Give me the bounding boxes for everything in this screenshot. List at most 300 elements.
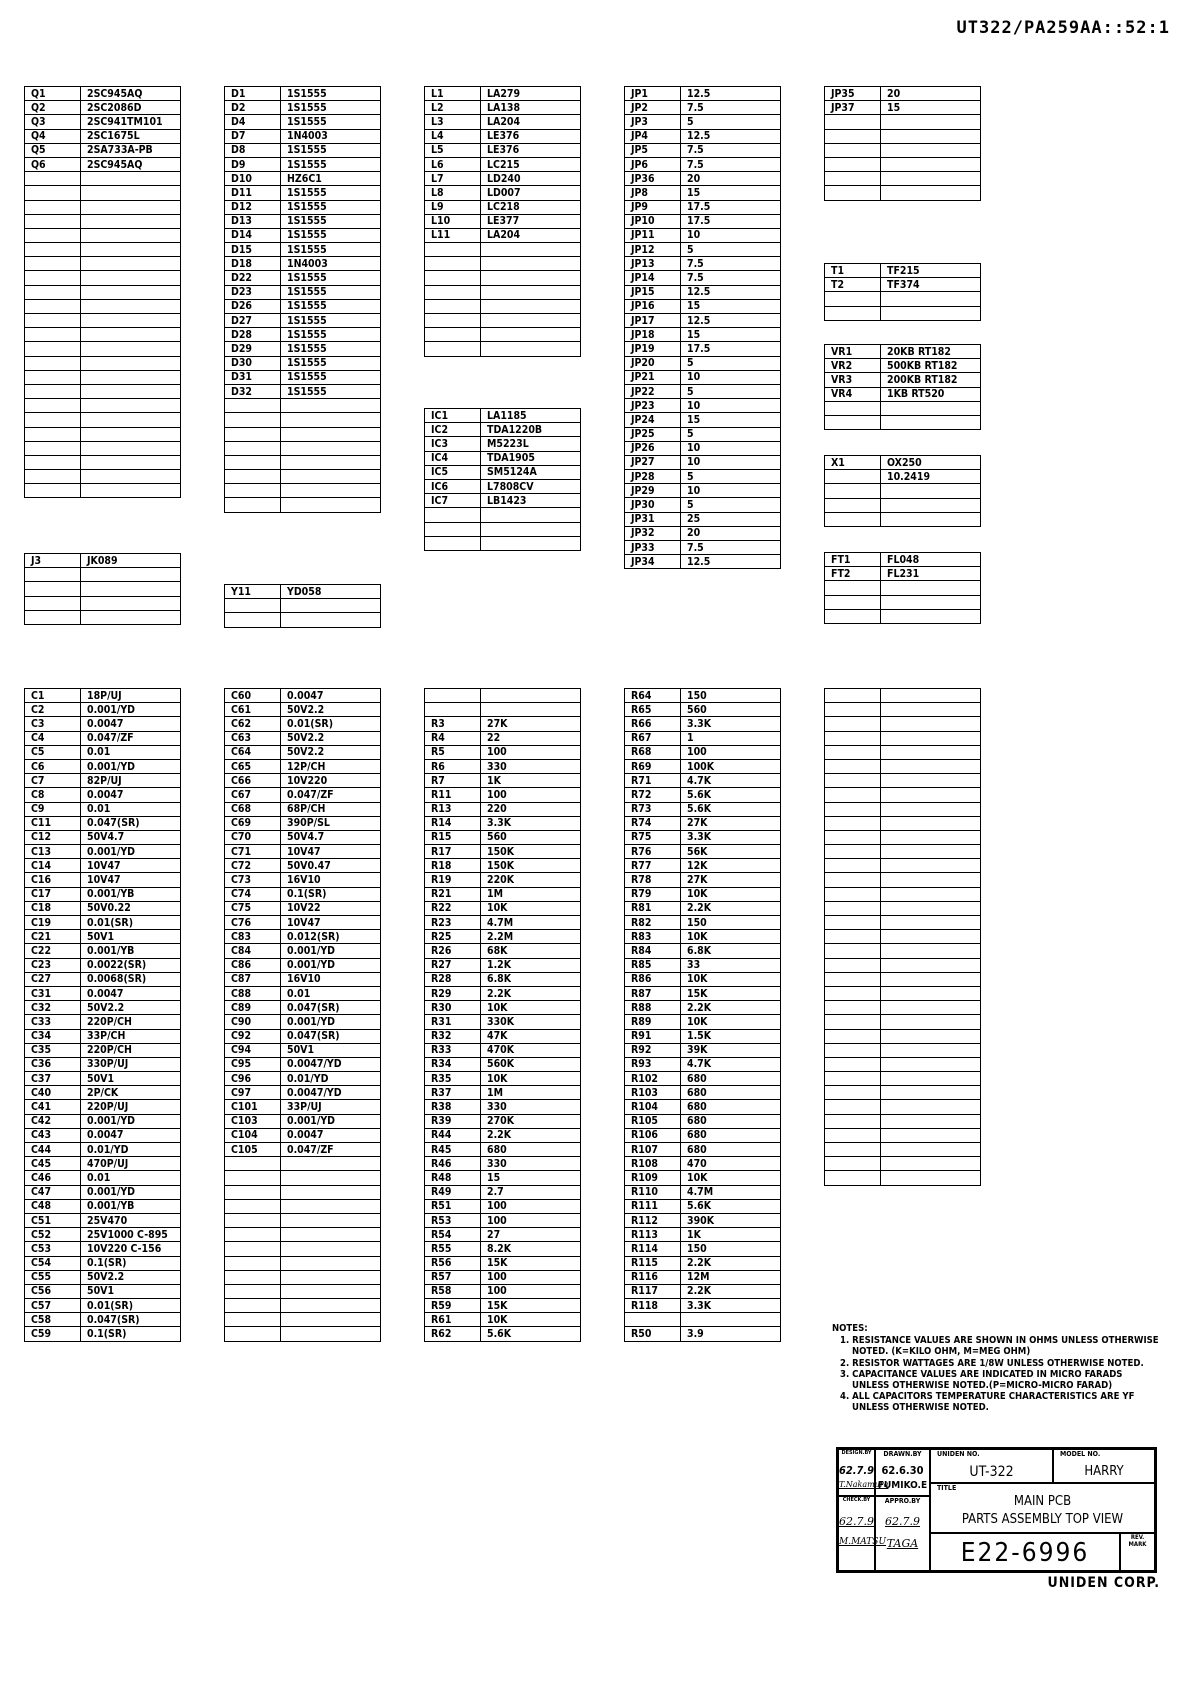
table-row [25,356,181,370]
part-value: 0.0047 [81,1128,181,1142]
part-ref: R66 [625,717,681,731]
table-row [625,689,781,703]
part-value: 5 [681,356,781,370]
part-ref: J3 [25,554,81,568]
table-row [425,1043,581,1057]
part-value: 5 [681,427,781,441]
part-value: 560 [481,830,581,844]
table-row [625,470,781,484]
part-ref [625,1313,681,1327]
part-ref [225,1270,281,1284]
part-ref [25,441,81,455]
part-value [881,859,981,873]
part-ref: C105 [225,1143,281,1157]
part-value [81,427,181,441]
table-row [825,1086,981,1100]
part-value [281,441,381,455]
part-value: 1N4003 [281,129,381,143]
part-value: 82P/UJ [81,774,181,788]
part-value [881,115,981,129]
part-value [481,342,581,356]
title-line-1: MAIN PCB [1013,1494,1072,1509]
table-row [25,384,181,398]
table-row [425,157,581,171]
part-ref: JP13 [625,257,681,271]
table-row [25,228,181,242]
part-value: LE377 [481,214,581,228]
part-ref: R22 [425,901,481,915]
part-ref [425,257,481,271]
part-value [81,413,181,427]
part-ref [425,328,481,342]
part-value: 27K [681,873,781,887]
part-value: 1S1555 [281,342,381,356]
table-row [25,200,181,214]
part-ref: R104 [625,1100,681,1114]
part-ref: L8 [425,186,481,200]
table-row [625,356,781,370]
part-value [881,172,981,186]
notes-heading: NOTES: [832,1323,868,1334]
table-row [825,470,981,484]
part-ref [825,873,881,887]
table-row [25,830,181,844]
table-row [25,873,181,887]
part-value: 0.012(SR) [281,930,381,944]
part-ref: C21 [25,930,81,944]
table-row [625,299,781,313]
part-ref: R33 [425,1043,481,1057]
table-row [825,345,981,359]
part-ref [825,581,881,595]
table-row [625,802,781,816]
table-row [625,944,781,958]
part-value: 1S1555 [281,384,381,398]
part-value [281,1171,381,1185]
part-ref: R62 [425,1327,481,1341]
part-value [81,610,181,624]
table-row [625,1100,781,1114]
transistor-table [24,86,181,498]
part-value: YD058 [281,585,381,599]
table-row [25,582,181,596]
part-ref: R113 [625,1228,681,1242]
part-ref: R75 [625,830,681,844]
part-ref [825,1171,881,1185]
part-ref [425,299,481,313]
part-value: 2SC1675L [81,129,181,143]
part-value [881,930,981,944]
table-row [825,115,981,129]
part-value: 12.5 [681,87,781,101]
table-row [25,1270,181,1284]
part-value: 50V4.7 [81,830,181,844]
table-row [425,243,581,257]
part-value [281,484,381,498]
part-value: 12.5 [681,129,781,143]
table-row [25,1242,181,1256]
table-row [25,129,181,143]
part-ref: R110 [625,1185,681,1199]
table-row [25,1100,181,1114]
part-ref: C63 [225,731,281,745]
table-row [425,1299,581,1313]
part-ref [825,802,881,816]
table-row [225,1114,381,1128]
table-row [425,774,581,788]
part-ref [225,427,281,441]
part-value: 330P/UJ [81,1057,181,1071]
part-ref: L2 [425,101,481,115]
table-row [25,484,181,498]
part-ref [25,243,81,257]
table-row [225,1228,381,1242]
part-ref: C18 [25,901,81,915]
part-value: 0.001/YD [81,703,181,717]
part-ref: C67 [225,788,281,802]
table-row [225,299,381,313]
part-value: 50V2.2 [281,731,381,745]
table-row [825,172,981,186]
part-value [81,470,181,484]
part-value [281,1185,381,1199]
part-value: LA204 [481,115,581,129]
part-value: 1K [481,774,581,788]
part-value: 1S1555 [281,87,381,101]
part-value: 1KB RT520 [881,387,981,401]
part-value: 220P/CH [81,1043,181,1057]
part-ref: R74 [625,816,681,830]
part-ref: R114 [625,1242,681,1256]
table-row [425,689,581,703]
table-row [425,972,581,986]
part-ref: C7 [25,774,81,788]
table-row [625,830,781,844]
part-ref [825,717,881,731]
part-ref [825,1100,881,1114]
table-row [425,409,581,423]
part-ref: JP34 [625,555,681,569]
part-ref: C61 [225,703,281,717]
part-ref: R105 [625,1114,681,1128]
part-value: 1S1555 [281,115,381,129]
table-row [425,1242,581,1256]
table-row [625,427,781,441]
part-ref: R112 [625,1213,681,1227]
part-ref [25,285,81,299]
part-ref [225,1185,281,1199]
part-value: 270K [481,1114,581,1128]
table-row [425,788,581,802]
part-ref [225,1327,281,1341]
part-value: 20 [681,526,781,540]
table-row [25,944,181,958]
part-ref [825,143,881,157]
part-ref: C37 [25,1072,81,1086]
part-value [81,484,181,498]
part-value: 12K [681,859,781,873]
part-value: 0.0047 [81,717,181,731]
part-ref: R117 [625,1284,681,1298]
table-row [625,498,781,512]
part-value: 33 [681,958,781,972]
table-row [625,1228,781,1242]
part-ref: C44 [25,1143,81,1157]
part-value: 17.5 [681,342,781,356]
table-row [425,536,581,550]
part-value: 20 [681,172,781,186]
part-value: 12.5 [681,314,781,328]
part-value: 150K [481,859,581,873]
part-ref: R91 [625,1029,681,1043]
table-row [825,484,981,498]
table-row [825,859,981,873]
part-value: 20KB RT182 [881,345,981,359]
part-value: 10V47 [281,845,381,859]
part-value: 50V2.2 [81,1270,181,1284]
part-ref: R87 [625,986,681,1000]
part-value: 390P/SL [281,816,381,830]
part-value: 1S1555 [281,328,381,342]
table-row [425,1157,581,1171]
part-ref: C68 [225,802,281,816]
table-row [625,115,781,129]
drawn-by-cell [875,1449,930,1496]
table-row [425,172,581,186]
table-row [25,186,181,200]
part-ref: D11 [225,186,281,200]
part-ref: R83 [625,930,681,944]
part-ref [225,1299,281,1313]
table-row [425,1270,581,1284]
table-row [25,455,181,469]
part-ref: Y11 [225,585,281,599]
part-ref: C42 [25,1114,81,1128]
company-name: UNIDEN CORP. [1047,1575,1160,1591]
table-row [225,816,381,830]
table-row [425,494,581,508]
part-ref [825,1015,881,1029]
part-value [881,306,981,320]
table-row [225,759,381,773]
part-ref [225,470,281,484]
table-row [825,1001,981,1015]
part-value: 12.5 [681,285,781,299]
table-row [225,115,381,129]
part-value: 10V22 [281,901,381,915]
part-value: 18P/UJ [81,689,181,703]
part-ref [25,356,81,370]
model-no-label: MODEL NO. [1060,1450,1101,1458]
table-row [225,484,381,498]
part-value: HZ6C1 [281,172,381,186]
table-row [825,595,981,609]
design-by-cell [838,1449,889,1496]
part-ref: R23 [425,916,481,930]
part-ref [825,1157,881,1171]
part-value: 0.001/YB [81,1199,181,1213]
table-row [225,745,381,759]
part-ref [825,788,881,802]
part-ref: C45 [25,1157,81,1171]
resistor-table-1 [424,688,581,1342]
table-row [425,437,581,451]
table-row [225,930,381,944]
table-row [825,1072,981,1086]
table-row [25,887,181,901]
table-row [225,986,381,1000]
part-value: LA279 [481,87,581,101]
part-value [481,522,581,536]
table-row [625,1313,781,1327]
part-ref: R44 [425,1128,481,1142]
table-row [825,1029,981,1043]
table-row [625,1057,781,1071]
table-row [25,1029,181,1043]
table-row [625,271,781,285]
table-row [225,356,381,370]
part-ref: JP12 [625,243,681,257]
table-row [625,958,781,972]
table-row [825,186,981,200]
part-ref: R6 [425,759,481,773]
table-row [225,200,381,214]
table-row [225,87,381,101]
part-ref: C97 [225,1086,281,1100]
table-row [825,292,981,306]
part-ref: C52 [25,1228,81,1242]
part-ref: JP20 [625,356,681,370]
part-value: 150 [681,689,781,703]
table-row [225,413,381,427]
part-ref: R73 [625,802,681,816]
table-row [25,802,181,816]
table-row [425,214,581,228]
table-row [225,585,381,599]
part-ref [825,930,881,944]
table-row [425,423,581,437]
part-ref [25,228,81,242]
part-value: 150 [681,1242,781,1256]
note-4: 4. ALL CAPACITORS TEMPERATURE CHARACTERISTICS ARE YF UNLESS OTHERWISE NOTED. [840,1391,1135,1414]
drawing-number: E22-6996 [960,1538,1090,1568]
part-ref: VR4 [825,387,881,401]
table-row [225,873,381,887]
part-ref: D15 [225,243,281,257]
part-value [881,958,981,972]
table-row [25,568,181,582]
part-ref: C12 [25,830,81,844]
table-row [25,1213,181,1227]
part-value [281,1313,381,1327]
part-ref [25,172,81,186]
part-value [81,356,181,370]
part-value [881,986,981,1000]
part-value: M5223L [481,437,581,451]
part-ref: R51 [425,1199,481,1213]
table-row [225,1072,381,1086]
part-ref [425,285,481,299]
table-row [25,370,181,384]
part-ref: C4 [25,731,81,745]
part-ref: R13 [425,802,481,816]
part-ref: R56 [425,1256,481,1270]
part-ref [825,859,881,873]
part-ref [825,498,881,512]
table-row [425,228,581,242]
part-ref: R46 [425,1157,481,1171]
table-row [825,1143,981,1157]
part-value: 200KB RT182 [881,373,981,387]
part-value [81,214,181,228]
part-value: 10K [481,901,581,915]
table-row [625,555,781,569]
part-value [481,689,581,703]
table-row [25,845,181,859]
table-row [25,972,181,986]
table-row [425,1228,581,1242]
part-ref: R68 [625,745,681,759]
table-row [425,745,581,759]
part-value: 1S1555 [281,228,381,242]
part-value [481,271,581,285]
table-row [225,788,381,802]
table-row [425,271,581,285]
part-value [881,512,981,526]
part-ref: R34 [425,1057,481,1071]
table-row [425,916,581,930]
part-ref: L11 [425,228,481,242]
part-value: 1S1555 [281,214,381,228]
part-ref: JP22 [625,384,681,398]
part-ref: R3 [425,717,481,731]
part-ref: R71 [625,774,681,788]
part-ref: R84 [625,944,681,958]
part-value: 0.001/YD [281,1114,381,1128]
part-value: 0.047/ZF [81,731,181,745]
part-value: 10 [681,441,781,455]
coil-table [424,86,581,357]
part-value [881,157,981,171]
part-value [881,1114,981,1128]
table-row [425,930,581,944]
part-value: 100 [481,1284,581,1298]
part-value: 0.047/ZF [281,788,381,802]
table-row [225,1256,381,1270]
table-row [425,1185,581,1199]
part-ref: X1 [825,456,881,470]
part-value: 220K [481,873,581,887]
table-row [825,101,981,115]
part-value: 1S1555 [281,271,381,285]
part-ref: D9 [225,157,281,171]
table-row [625,228,781,242]
part-ref [25,186,81,200]
part-ref: C16 [25,873,81,887]
part-value: 1M [481,887,581,901]
table-row [225,129,381,143]
part-value: 5.6K [681,802,781,816]
part-ref: R67 [625,731,681,745]
table-row [825,129,981,143]
table-row [225,830,381,844]
part-value: 22 [481,731,581,745]
part-value: 56K [681,845,781,859]
part-ref [825,484,881,498]
table-row [25,916,181,930]
part-ref: D28 [225,328,281,342]
part-value: 0.047/ZF [281,1143,381,1157]
